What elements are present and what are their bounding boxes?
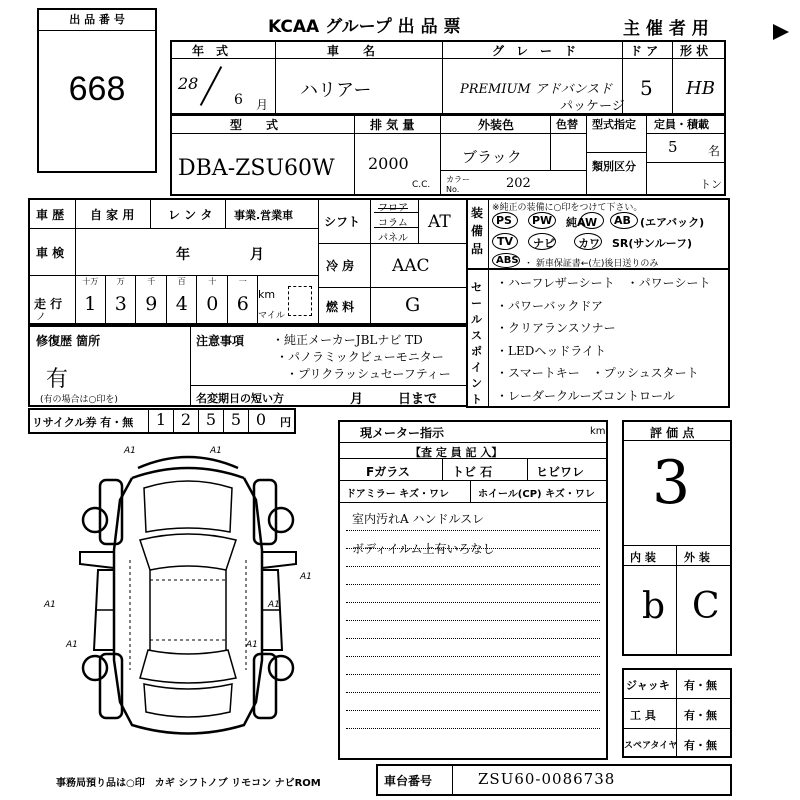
mileage-digit: 0 [206,293,219,315]
year-label: 年 式 [192,44,229,58]
damage-mark: A1 [210,446,222,456]
inspector-label: 【査 定 員 記 入】 [410,446,503,459]
recycle-digit: 5 [198,410,223,432]
shift-panel: パネル [378,233,408,244]
grade-line1: PREMIUM アドバンスド [460,82,613,97]
damage-mark: A1 [246,640,258,650]
damage-mark: A1 [300,572,312,582]
mile-checkbox[interactable] [288,286,312,316]
equip-pw[interactable]: PW [532,214,553,227]
chassis-label: 車台番号 [384,774,433,788]
mileage-digit-label: 一 [238,277,247,286]
interior-label: 内 装 [630,551,656,564]
mileage-column [106,275,137,325]
deadline-day: 日まで [398,392,438,407]
type-cert-label: 型式指定 [592,118,636,131]
shift-label: シフト [324,215,361,229]
comment-line-2: ボディイルム上有いろなし [352,542,495,556]
shift-column: コラム [378,218,408,229]
displacement-label: 排 気 量 [370,118,415,132]
exterior-value: C [692,586,720,627]
recycle-unit: 円 [280,416,291,429]
color-change-label: 色替 [556,118,578,131]
deadline-label: 名変期日の短い方 [196,392,284,405]
tools-yes-no[interactable]: 有・無 [684,709,717,722]
shape-label: 形 状 [680,44,709,58]
mileage-digit: 4 [175,293,188,315]
rental-label: レ ン タ [168,208,213,222]
class-label: 類別区分 [592,160,636,173]
shift-value: AT [428,212,451,232]
exterior-label: 外 装 [684,551,710,564]
interior-value: b [642,586,666,627]
equip-airbag-label: (エアバック) [640,216,705,229]
mileage-column [197,275,228,325]
color-no-value: 202 [506,176,531,191]
door-value: 5 [640,76,653,100]
meter-unit: km [590,426,606,437]
private-use-label: 自 家 用 [90,208,135,222]
equip-ps[interactable]: PS [496,214,512,227]
comment-ruled-line [346,674,600,675]
jack-label: ジャッキ [626,679,670,692]
organizer-label: 主 催 者 用 [623,19,709,39]
month-unit: 月 [256,98,269,112]
wheel-label: ホイール(CP) キズ・ワレ [478,489,595,500]
spare-yes-no[interactable]: 有・無 [684,739,717,752]
sales-point-item: ・パワーバックドア [496,298,604,313]
fuel-value: G [405,294,421,316]
note-line-3: ・プリクラッシュセーフティー [286,367,451,381]
rating-label: 評 価 点 [650,426,695,440]
mileage-digit: 1 [84,293,97,315]
comment-ruled-line [346,530,600,531]
rating-score: 3 [652,448,691,518]
capacity-unit: 名 [708,144,721,158]
sales-point-item: ・レーダークルーズコントロール [496,388,675,403]
note-line-1: ・純正メーカーJBLナビ TD [272,333,423,347]
repair-value: 有 [46,367,69,392]
damage-mark: A1 [124,446,136,456]
damage-mark: A1 [66,640,78,650]
lot-label: 出 品 番 号 [39,10,155,31]
equip-navi[interactable]: ナビ [533,237,555,250]
jack-yes-no[interactable]: 有・無 [684,679,717,692]
history-label: 車 歴 [36,208,65,222]
car-diagram [40,440,335,760]
comment-ruled-line [346,566,600,567]
door-label: ド ア [630,44,659,58]
mileage-column [167,275,198,325]
sales-point-item: ・LEDヘッドライト [496,343,606,358]
glass-label: Fガラス [366,465,410,479]
equip-leather[interactable]: カワ [578,237,600,250]
recycle-digit: 1 [148,410,173,432]
corner-mark [773,24,789,40]
tools-label: 工 具 [630,709,656,722]
business-label: 事業.営業車 [234,209,294,222]
mileage-column [75,275,106,325]
type-value: DBA-ZSU60W [178,156,335,181]
equip-tv[interactable]: TV [497,235,514,248]
car-outline [80,457,296,734]
equip-warranty: ・ 新車保証書←(左)後日送りのみ [524,259,659,269]
tobi-ishi-label: トビ 石 [452,465,493,479]
lot-number-box [37,8,157,173]
equipment-title: 装備品 [471,206,484,256]
comment-line-1: 室内汚れA ハンドルスレ [352,512,485,526]
mileage-digit-label: 万 [116,277,125,286]
fuel-label: 燃 料 [326,300,355,314]
repair-note: (有の場合は○印を) [40,395,118,405]
comment-ruled-line [346,656,600,657]
color-value: ブラック [462,148,522,166]
comment-ruled-line [346,710,600,711]
comment-ruled-line [346,692,600,693]
meter-label: 現メーター指示 [360,426,445,440]
grade-line2: パッケージ [560,99,625,114]
damage-mark: A1 [268,600,280,610]
mileage-column [136,275,167,325]
mileage-digit-label: 百 [177,277,186,286]
shaken-year: 年 [176,247,190,263]
mileage-digit: 3 [114,293,127,315]
shaken-label: 車 検 [36,246,65,260]
month-value: 6 [234,92,243,108]
sales-points-title: セールスポイント [471,281,482,406]
capacity-value: 5 [668,138,678,156]
shift-floor: フロア [378,203,408,214]
equip-abs[interactable]: ABS [496,255,519,266]
recycle-digit: 0 [248,410,273,432]
mileage-label: 走 行 [34,297,63,311]
comment-ruled-line [346,728,600,729]
cc-label: C.C. [412,180,431,190]
mileage-digit: 6 [236,293,249,315]
notes-label: 注意事項 [196,334,245,348]
mileage-digit-label: 十 [208,277,217,286]
year-value: 28 [178,74,199,93]
sales-point-item: ・スマートキー ・プッシュスタート [496,366,699,380]
door-mirror-label: ドアミラー キズ・ワレ [346,489,449,500]
mileage-digit-label: 十万 [82,277,99,286]
office-note: 事務局預り品は○印 カギ シフトノブ リモコン ナビROM [56,778,321,789]
exterior-color-label: 外装色 [478,118,515,132]
model-label: 車 名 [327,44,376,58]
lot-number: 668 [68,70,126,108]
equip-aw[interactable]: 純AW [566,216,598,229]
group-title: KCAA グループ 出 品 票 [268,17,461,37]
comment-ruled-line [346,620,600,621]
equip-ab[interactable]: AB [614,214,631,227]
color-no-label: カラー No. [446,175,470,194]
capacity-label: 定員・積載 [654,118,709,131]
mileage-digit-label: 千 [147,277,156,286]
grade-label: グ レ ー ド [492,44,577,58]
mileage-column [228,275,259,325]
km-label: km [258,288,276,301]
spare-label: スペアタイヤ [624,741,678,751]
ton-unit: トン [700,178,722,191]
mile-label: マイル [258,311,285,321]
chassis-value: ZSU60-0086738 [478,770,616,788]
mileage-tick: ノ [36,312,46,323]
ac-value: AAC [392,256,430,276]
note-line-2: ・パノラミックビューモニター [276,350,444,364]
sales-point-item: ・クリアランスソナー [496,321,616,335]
displacement-value: 2000 [368,154,409,173]
deadline-month: 月 [350,392,364,407]
recycle-digit: 2 [173,410,198,432]
comment-ruled-line [346,638,600,639]
shaken-month: 月 [250,247,264,263]
repair-label: 修復歴 箇所 [36,334,101,348]
recycle-digit: 5 [223,410,248,432]
mileage-digit: 9 [145,293,158,315]
recycle-label: リサイクル券 有・無 [32,416,134,429]
model-value: ハリアー [300,80,372,101]
equipment-note: ※純正の装備に○印をつけて下さい。 [492,203,643,213]
comment-ruled-line [346,584,600,585]
shape-value: HB [686,78,715,99]
comment-ruled-line [346,602,600,603]
damage-mark: A1 [44,600,56,610]
type-label: 型 式 [230,118,279,132]
sales-point-item: ・ハーフレザーシート ・パワーシート [496,276,711,290]
equip-sunroof[interactable]: SR(サンルーフ) [612,237,693,250]
hibiware-label: ヒビワレ [536,465,585,479]
ac-label: 冷 房 [326,259,355,273]
